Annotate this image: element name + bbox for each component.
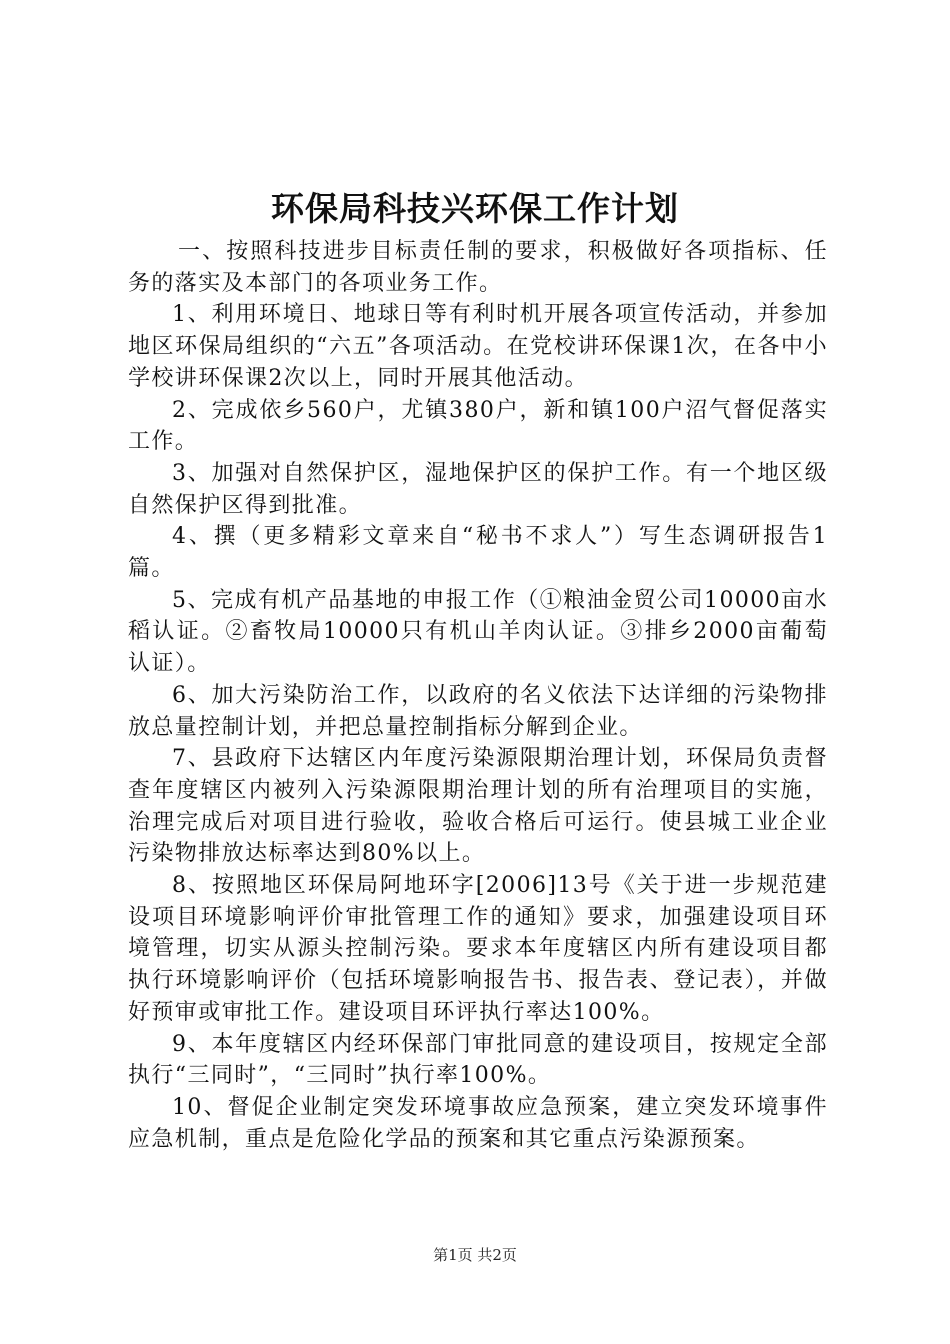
paragraph-item-9: 9、本年度辖区内经环保部门审批同意的建设项目，按规定全部执行“三同时”，“三同时”执行率100%。 [128, 1031, 828, 1089]
paragraph-intro: 一、按照科技进步目标责任制的要求，积极做好各项指标、任务的落实及本部门的各项业务工作。 [128, 239, 828, 296]
paragraph-item-4: 4、撰（更多精彩文章来自“秘书不求人”）写生态调研报告1篇。 [128, 524, 828, 582]
paragraph-item-10: 10、督促企业制定突发环境事故应急预案，建立突发环境事件应急机制，重点是危险化学品的预案和其它重点污染源预案。 [128, 1094, 828, 1152]
paragraph-item-8: 8、按照地区环保局阿地环字[2006]13号《关于进一步规范建设项目环境影响评价审批管理工作的通知》要求，加强建设项目环境管理，切实从源头控制污染。要求本年度辖区内所有建设项目都执行环境影响评价（包括环境影响报告书、报告表、登记表），并做好预审或审批工作。建设项目环评执行率达100%。 [128, 873, 828, 1025]
document-body [128, 236, 828, 1155]
paragraph-item-3: 3、加强对自然保护区，湿地保护区的保护工作。有一个地区级自然保护区得到批准。 [128, 460, 828, 518]
page-footer [0, 1244, 950, 1266]
paragraph-item-1: 1、利用环境日、地球日等有利时机开展各项宣传活动，并参加地区环保局组织的“六五”各项活动。在党校讲环保课1次，在各中小学校讲环保课2次以上，同时开展其他活动。 [128, 302, 828, 391]
paragraph-item-2: 2、完成依乡560户，尤镇380户，新和镇100户沼气督促落实工作。 [128, 397, 828, 455]
document-title: 环保局科技兴环保工作计划 [271, 189, 679, 228]
paragraph-item-7: 7、县政府下达辖区内年度污染源限期治理计划，环保局负责督查年度辖区内被列入污染源限期治理计划的所有治理项目的实施，治理完成后对项目进行验收，验收合格后可运行。使县城工业企业污染物排放达标率达到80%以上。 [128, 746, 828, 867]
paragraph-item-6: 6、加大污染防治工作，以政府的名义依法下达详细的污染物排放总量控制计划，并把总量控制指标分解到企业。 [128, 682, 828, 740]
paragraph-item-5: 5、完成有机产品基地的申报工作（①粮油金贸公司10000亩水稻认证。②畜牧局10000只有机山羊肉认证。③排乡2000亩葡萄认证）。 [128, 587, 828, 677]
page-number-indicator: 第1页 共2页 [433, 1246, 517, 1264]
